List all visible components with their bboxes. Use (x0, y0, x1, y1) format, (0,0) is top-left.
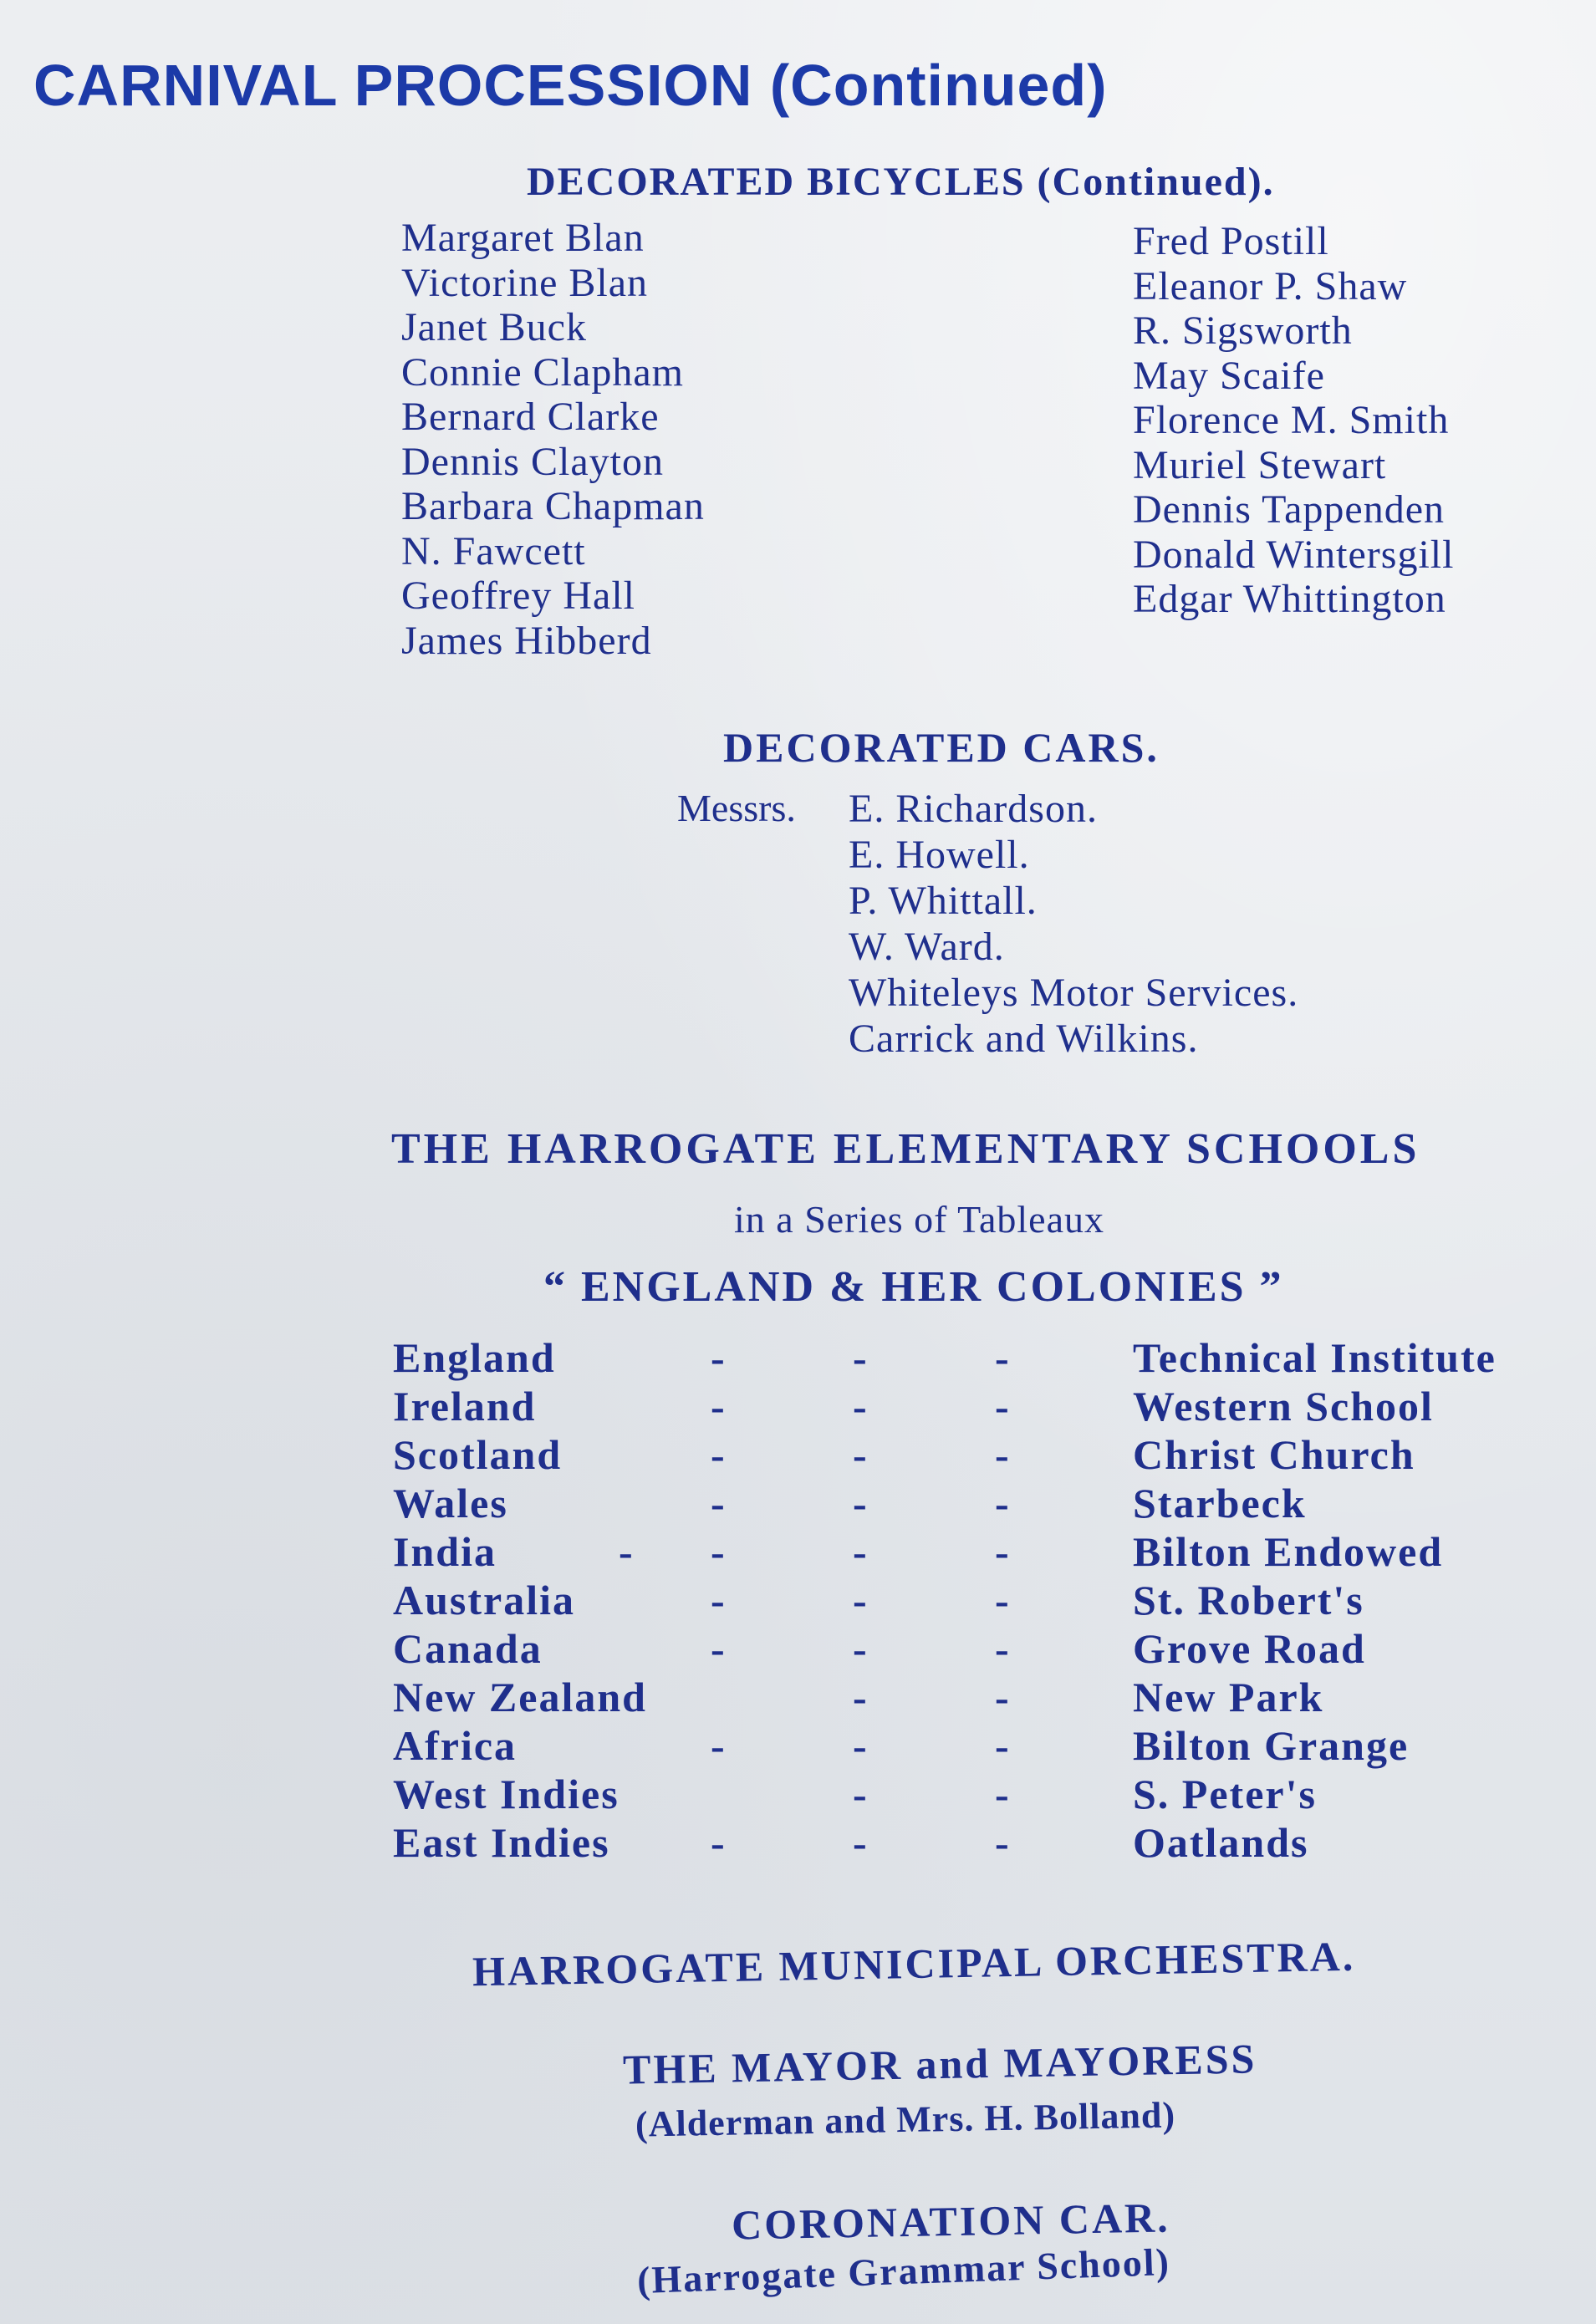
dash-mark: - (711, 1722, 727, 1769)
list-item: Whiteleys Motor Services. (849, 971, 1299, 1015)
schools-subheading: in a Series of Tableaux (734, 1198, 1105, 1241)
list-item: Donald Wintersgill (1133, 532, 1455, 577)
list-item: Connie Clapham (401, 349, 684, 395)
school-label: Bilton Endowed (1133, 1528, 1444, 1575)
country-label: Canada (393, 1625, 543, 1672)
school-label: New Park (1133, 1674, 1324, 1720)
dash-mark: - (995, 1674, 1011, 1720)
dash-mark: - (853, 1674, 869, 1720)
list-item: May Scaife (1133, 353, 1325, 398)
bicycles-left-list (401, 216, 705, 663)
page-title: CARNIVAL PROCESSION (Continued) (33, 53, 1108, 118)
list-item: Florence M. Smith (1133, 398, 1450, 442)
dash-mark: - (995, 1383, 1011, 1430)
country-label: East Indies (393, 1819, 610, 1866)
school-label: Christ Church (1133, 1431, 1415, 1478)
list-item: Carrick and Wilkins. (849, 1017, 1199, 1061)
dash-mark: - (995, 1431, 1011, 1478)
list-item: R. Sigsworth (1133, 308, 1353, 353)
list-item: Muriel Stewart (1133, 442, 1387, 487)
list-item: N. Fawcett (401, 528, 586, 573)
cars-list (849, 786, 1298, 1062)
list-item: Fred Postill (1133, 219, 1329, 263)
list-item: Edgar Whittington (1133, 577, 1446, 621)
table-row (393, 1770, 1563, 1818)
list-item: James Hibberd (401, 618, 652, 663)
dash-mark: - (995, 1771, 1011, 1817)
bicycles-heading: DECORATED BICYCLES (Continued). (527, 160, 1275, 204)
dash-mark: - (853, 1480, 869, 1526)
table-row (393, 1576, 1563, 1624)
school-label: St. Robert's (1133, 1577, 1364, 1623)
table-row (393, 1479, 1563, 1527)
mayor-heading: THE MAYOR and MAYORESS (622, 2035, 1257, 2093)
cars-prefix: Messrs. (677, 787, 796, 829)
tableaux-theme: “ ENGLAND & HER COLONIES ” (543, 1263, 1284, 1311)
dash-mark: - (853, 1334, 869, 1381)
dash-mark: - (853, 1431, 869, 1478)
list-item: Bernard Clarke (401, 395, 660, 439)
country-label: Australia (393, 1577, 575, 1623)
table-row (393, 1430, 1563, 1479)
dash-mark: - (853, 1819, 869, 1866)
dash-mark: - (995, 1819, 1011, 1866)
table-row (393, 1673, 1563, 1721)
list-item: Margaret Blan (401, 216, 645, 260)
coronation-heading: CORONATION CAR. (731, 2194, 1171, 2249)
dash-mark: - (711, 1528, 727, 1575)
list-item: Dennis Tappenden (1133, 487, 1445, 532)
table-row (393, 1333, 1563, 1382)
dash-mark: - (711, 1334, 727, 1381)
dash-mark: - (995, 1625, 1011, 1672)
list-item: Barbara Chapman (401, 484, 705, 528)
dash-mark: - (995, 1334, 1011, 1381)
dash-mark: - (619, 1528, 635, 1575)
tableaux-table (393, 1333, 1563, 1867)
table-row (393, 1527, 1563, 1576)
school-label: Technical Institute (1133, 1334, 1497, 1381)
dash-mark: - (853, 1722, 869, 1769)
coronation-subheading: (Harrogate Grammar School) (636, 2240, 1171, 2302)
list-item: Eleanor P. Shaw (1133, 263, 1408, 308)
country-label: Africa (393, 1722, 518, 1769)
country-label: West Indies (393, 1771, 620, 1817)
dash-mark: - (711, 1383, 727, 1430)
list-item: E. Howell. (849, 833, 1030, 877)
list-item: E. Richardson. (849, 787, 1098, 831)
country-label: England (393, 1334, 556, 1381)
mayor-subheading: (Alderman and Mrs. H. Bolland) (635, 2094, 1176, 2145)
table-row (393, 1721, 1563, 1770)
dash-mark: - (711, 1625, 727, 1672)
dash-mark: - (995, 1480, 1011, 1526)
country-label: India (393, 1528, 497, 1575)
bicycles-right-list (1133, 219, 1454, 622)
country-label: Scotland (393, 1431, 563, 1478)
dash-mark: - (711, 1431, 727, 1478)
dash-mark: - (711, 1819, 727, 1866)
orchestra-heading: HARROGATE MUNICIPAL ORCHESTRA. (472, 1932, 1356, 1995)
schools-heading: THE HARROGATE ELEMENTARY SCHOOLS (391, 1125, 1420, 1173)
list-item: Dennis Clayton (401, 439, 664, 484)
school-label: Oatlands (1133, 1819, 1309, 1866)
dash-mark: - (853, 1577, 869, 1623)
school-label: Western School (1133, 1383, 1434, 1430)
table-row (393, 1382, 1563, 1430)
school-label: S. Peter's (1133, 1771, 1317, 1817)
school-label: Starbeck (1133, 1480, 1307, 1526)
country-label: Ireland (393, 1383, 537, 1430)
dash-mark: - (853, 1771, 869, 1817)
cars-heading: DECORATED CARS. (723, 724, 1160, 771)
list-item: W. Ward. (849, 925, 1005, 969)
dash-mark: - (711, 1480, 727, 1526)
dash-mark: - (853, 1625, 869, 1672)
school-label: Grove Road (1133, 1625, 1366, 1672)
country-label: New Zealand (393, 1674, 647, 1720)
dash-mark: - (853, 1383, 869, 1430)
dash-mark: - (995, 1577, 1011, 1623)
country-label: Wales (393, 1480, 508, 1526)
dash-mark: - (995, 1528, 1011, 1575)
dash-mark: - (995, 1722, 1011, 1769)
dash-mark: - (711, 1577, 727, 1623)
dash-mark: - (853, 1528, 869, 1575)
list-item: Geoffrey Hall (401, 573, 635, 618)
list-item: Victorine Blan (401, 260, 649, 305)
table-row (393, 1818, 1563, 1867)
table-row (393, 1624, 1563, 1673)
school-label: Bilton Grange (1133, 1722, 1410, 1769)
list-item: P. Whittall. (849, 879, 1038, 923)
list-item: Janet Buck (401, 305, 587, 349)
